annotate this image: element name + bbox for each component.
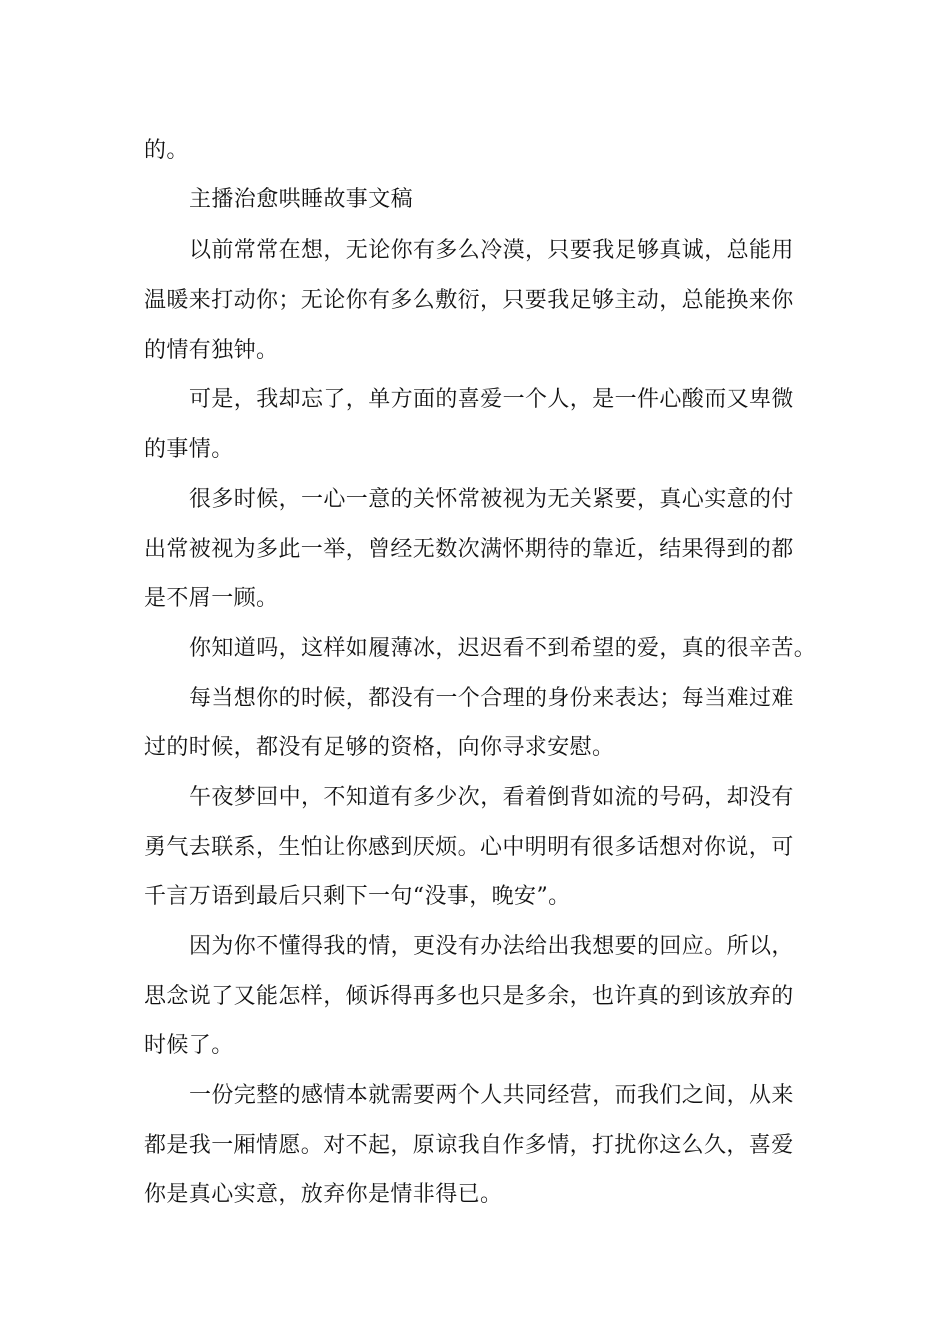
text-line: 午夜梦回中，不知道有多少次，看着倒背如流的号码，却没有 — [189, 785, 794, 810]
text-line: 因为你不懂得我的情，更没有办法给出我想要的回应。所以， — [189, 934, 794, 959]
text-line: 勇气去联系，生怕让你感到厌烦。心中明明有很多话想对你说，可 — [144, 835, 794, 860]
text-line: 以前常常在想，无论你有多么冷漠，只要我足够真诚，总能用 — [189, 238, 794, 263]
text-line: 过的时候，都没有足够的资格，向你寻求安慰。 — [144, 735, 615, 760]
text-line: 出常被视为多此一举，曾经无数次满怀期待的靠近，结果得到的都 — [144, 537, 794, 562]
text-line: 你是真心实意，放弃你是情非得已。 — [144, 1182, 503, 1207]
text-line: 温暖来打动你；无论你有多么敷衍，只要我足够主动，总能换来你 — [144, 288, 794, 313]
text-line: 思念说了又能怎样，倾诉得再多也只是多余，也许真的到该放弃的 — [144, 984, 794, 1009]
text-line: 都是我一厢情愿。对不起，原谅我自作多情，打扰你这么久，喜爱 — [144, 1133, 794, 1158]
text-line: 的事情。 — [144, 437, 234, 462]
text-line: 你知道吗，这样如履薄冰，迟迟看不到希望的爱，真的很辛苦。 — [189, 636, 817, 661]
text-line: 千言万语到最后只剩下一句“没事，晚安”。 — [144, 884, 571, 909]
text-line: 一份完整的感情本就需要两个人共同经营，而我们之间，从来 — [189, 1083, 794, 1108]
text-line: 的情有独钟。 — [144, 338, 279, 363]
text-line: 的。 — [144, 138, 189, 163]
text-line: 很多时候，一心一意的关怀常被视为无关紧要，真心实意的付 — [189, 487, 794, 512]
text-line: 时候了。 — [144, 1033, 234, 1058]
text-line: 是不屑一顾。 — [144, 586, 279, 611]
text-line: 可是，我却忘了，单方面的喜爱一个人，是一件心酸而又卑微 — [189, 387, 794, 412]
text-line: 每当想你的时候，都没有一个合理的身份来表达；每当难过难 — [189, 686, 794, 711]
story-title: 主播治愈哄睡故事文稿 — [189, 187, 414, 212]
